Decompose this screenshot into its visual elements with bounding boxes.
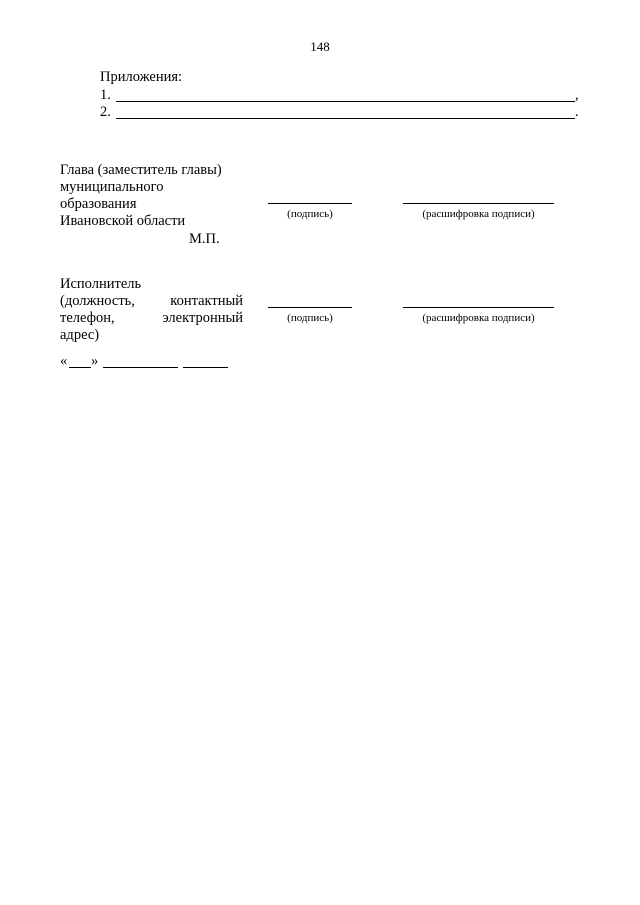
executor-signature-line: [268, 307, 352, 308]
head-signature-caption: (подпись): [287, 208, 333, 220]
date-close-quote: »: [91, 353, 99, 369]
date-day-line: [69, 367, 91, 368]
executor-line-2-right: контактный: [170, 293, 243, 309]
head-signature-line: [268, 203, 352, 204]
head-title-line-3: образования: [60, 196, 137, 212]
head-title-line-2: муниципального: [60, 179, 164, 195]
executor-line-3-right: электронный: [162, 310, 243, 326]
executor-line-2-left: (должность,: [60, 293, 135, 309]
date-year-line: [183, 367, 228, 368]
executor-signature-caption: (подпись): [287, 312, 333, 324]
attachment-1-end: ,: [575, 87, 579, 103]
stamp-label: М.П.: [189, 231, 220, 247]
attachments-title: Приложения:: [100, 69, 183, 85]
date-open-quote: «: [60, 353, 68, 369]
attachment-1-number: 1.: [100, 87, 111, 103]
executor-line-2: [60, 293, 243, 310]
executor-line-3-left: телефон,: [60, 310, 115, 326]
executor-line-4: адрес): [60, 327, 100, 343]
executor-line-3: [60, 310, 243, 327]
head-decoding-line: [403, 203, 554, 204]
executor-line-1: Исполнитель: [60, 276, 142, 292]
page-number: 148: [310, 39, 330, 54]
head-title-line-4: Ивановской области: [60, 213, 186, 229]
head-decoding-caption: (расшифровка подписи): [422, 208, 535, 220]
executor-decoding-line: [403, 307, 554, 308]
date-month-line: [103, 367, 178, 368]
attachment-2-number: 2.: [100, 104, 111, 120]
head-title-line-1: Глава (заместитель главы): [60, 162, 222, 178]
attachment-2-end: .: [575, 104, 579, 120]
attachment-1-line: [116, 101, 575, 102]
attachment-2-line: [116, 118, 575, 119]
executor-decoding-caption: (расшифровка подписи): [422, 312, 535, 324]
